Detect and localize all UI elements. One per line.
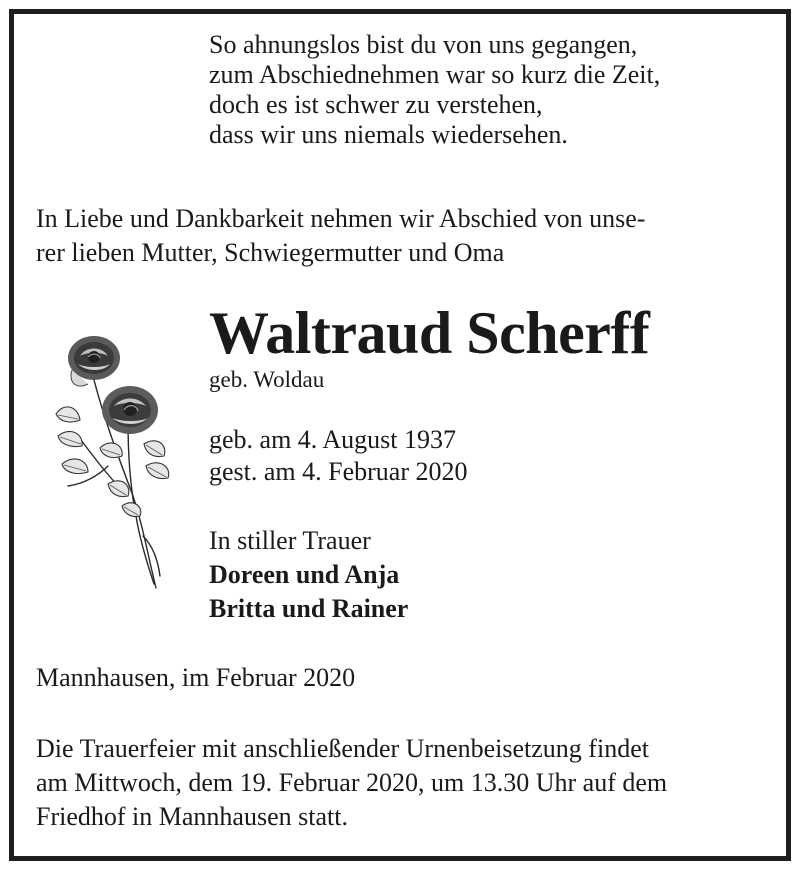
intro-line: rer lieben Mutter, Schwiegermutter und Oma: [36, 238, 505, 267]
mourner-names: Doreen und Anja: [209, 560, 400, 589]
poem: [209, 30, 660, 150]
deceased-name: Waltraud Scherff: [209, 300, 650, 366]
funeral-line: Die Trauerfeier mit anschließender Urnenbeisetzung findet: [36, 734, 649, 763]
intro-text: [36, 202, 766, 270]
mourning-heading: In stiller Trauer: [209, 526, 371, 555]
funeral-info: [36, 732, 667, 834]
funeral-line: am Mittwoch, dem 19. Februar 2020, um 13.30 Uhr auf dem: [36, 768, 668, 797]
maiden-name: geb. Woldau: [209, 367, 325, 392]
poem-line: zum Abschiednehmen war so kurz die Zeit,: [209, 60, 661, 89]
poem-line: dass wir uns niemals wiedersehen.: [209, 120, 568, 149]
funeral-line: Friedhof in Mannhausen statt.: [36, 802, 348, 831]
death-date: gest. am 4. Februar 2020: [209, 457, 468, 486]
poem-line: doch es ist schwer zu verstehen,: [209, 90, 543, 119]
mourners: [209, 524, 408, 626]
mourner-names: Britta und Rainer: [209, 594, 409, 623]
poem-line: So ahnungslos bist du von uns gegangen,: [209, 30, 638, 59]
roses-icon: [48, 326, 178, 596]
place-date: Mannhausen, im Februar 2020: [36, 663, 356, 692]
birth-date: geb. am 4. August 1937: [209, 425, 456, 454]
life-dates: [209, 424, 468, 488]
intro-line: In Liebe und Dankbarkeit nehmen wir Abschied von unse-: [36, 204, 646, 233]
